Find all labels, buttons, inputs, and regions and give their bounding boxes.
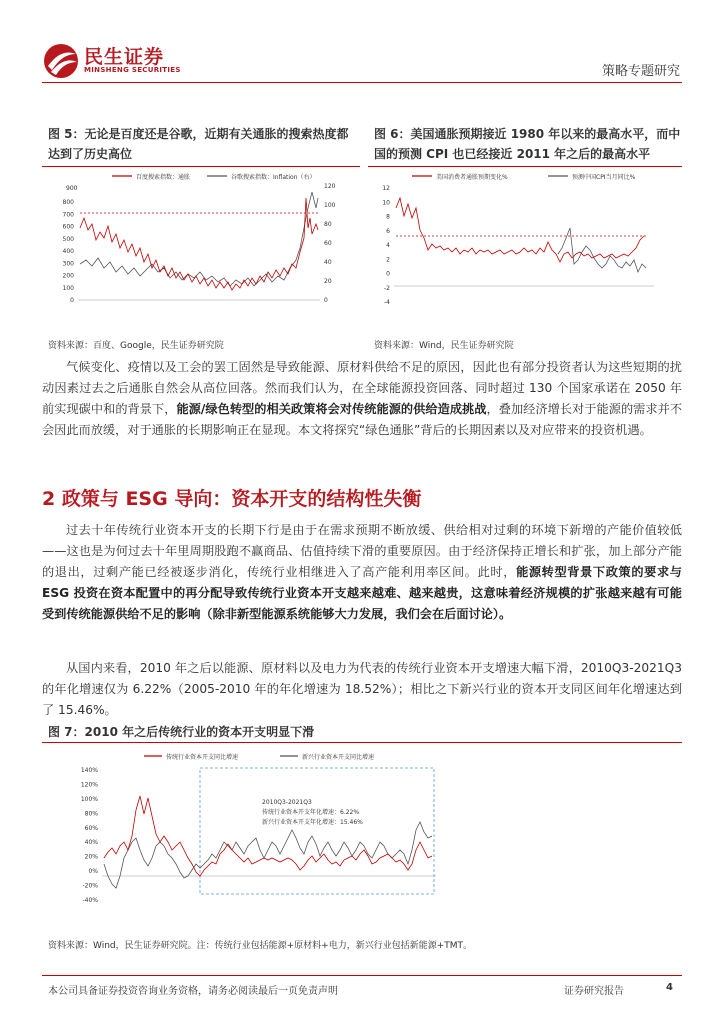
fig7-ytick: 0% xyxy=(88,868,98,876)
fig6-ytick: 10 xyxy=(382,199,390,207)
fig7-ytick: 140% xyxy=(80,767,98,774)
page-number: 4 xyxy=(666,982,673,993)
fig7-ytick: 40% xyxy=(84,839,98,847)
fig7-ytick: -20% xyxy=(82,882,98,890)
fig6-divider xyxy=(368,166,682,167)
fig7-annot-2: 新兴行业资本开支年化增速：15.46% xyxy=(262,819,363,826)
fig5-ytick-left: 200 xyxy=(62,272,74,280)
fig6-ytick: -2 xyxy=(384,284,390,292)
fig6-ytick: 4 xyxy=(386,242,390,249)
fig5-ytick-right: 20 xyxy=(324,278,332,285)
fig7-ytick: 60% xyxy=(84,824,98,832)
fig7-ytick: 20% xyxy=(84,853,98,861)
fig6-ytick: 6 xyxy=(386,227,390,235)
fig6-series-us xyxy=(396,198,644,262)
fig5-source: 资料来源：百度、Google，民生证券研究院 xyxy=(48,341,224,351)
fig7-source: 资料来源：Wind，民生证券研究院。注：传统行业包括能源+原材料+电力，新兴行业包括新能源+TMT。 xyxy=(48,941,473,951)
fig5-series-baidu xyxy=(80,198,318,290)
fig6-legend-0: 美国消费者通胀预期变化% xyxy=(436,174,508,181)
fig7-legend-1: 新兴行业资本开支同比增速 xyxy=(302,754,375,761)
fig6-title: 图 6：美国通胀预期接近 1980 年以来的最高水平，而中国的预测 CPI 也已经接近 2011 年之后的最高水平 xyxy=(374,127,681,161)
fig6-chart xyxy=(368,168,682,336)
report-type: 策略专题研究 xyxy=(601,64,680,79)
fig5-ytick-right: 40 xyxy=(324,259,332,266)
fig7-ytick: 100% xyxy=(80,795,98,803)
fig7-legend-0: 传统行业资本开支同比增速 xyxy=(166,754,239,761)
fig5-ytick-left: 100 xyxy=(62,284,74,292)
fig6-legend-1: 预测中国CPI当月同比% xyxy=(572,174,636,181)
fig5-ytick-left: 300 xyxy=(62,260,74,268)
fig6-ytick: 12 xyxy=(382,185,390,192)
footer-divider xyxy=(42,975,682,976)
fig5-ytick-left: 600 xyxy=(62,223,74,231)
fig5-title: 图 5：无论是百度还是谷歌，近期有关通胀的搜索热度都达到了历史高位 xyxy=(48,127,349,161)
paragraph-3: 从国内来看，2010 年之后以能源、原材料以及电力为代表的传统行业资本开支增速大幅下滑，2010Q3-2021Q3 的年化增速仅为 6.22%（2005-2010 年的年化增速为 18.52%）；相比之下新兴行业的资本开支同区间年化增速达到了 15.46%。 xyxy=(42,661,682,717)
fig7-annot-0: 2010Q3-2021Q3 xyxy=(262,799,312,806)
paragraph-2: 过去十年传统行业资本开支的长期下行是由于在需求预期不断放缓、供给相对过剩的环境下新增的产能价值较低——这也是为何过去十年里周期股跑不赢商品、估值持续下滑的重要原因。由于经济保持正增长和扩张，加上部分产能的退出，过剩产能已经被逐步消化，传统行业相继进入了高产能利用率区间。此时，能源转型背景下政策的要求与 ESG 投资在资本配置中的再分配导致传统行业资本开支越来越难、越来越贵，这意味着经济规模的扩张越来越有可能受到传统能源供给不足的影响（除非新型能源系统能够大力发展，我们会在后面讨论）。 xyxy=(42,523,682,621)
fig7-series-trad xyxy=(104,796,432,876)
fig6-ytick: 0 xyxy=(386,270,390,278)
section-2-title: 2 政策与 ESG 导向：资本开支的结构性失衡 xyxy=(42,488,422,510)
fig6-series-china xyxy=(558,228,646,272)
fig5-ytick-right: 120 xyxy=(324,183,336,190)
fig6-source: 资料来源：Wind，民生证券研究院 xyxy=(374,341,514,351)
fig7-divider xyxy=(42,742,682,743)
fig7-series-new xyxy=(104,822,432,888)
footer-disclaimer: 本公司具备证券投资咨询业务资格，请务必阅读最后一页免责声明 xyxy=(48,986,338,997)
fig7-ytick: 120% xyxy=(80,781,98,789)
fig5-legend-0: 百度搜索指数：通胀 xyxy=(136,174,191,181)
header-divider xyxy=(42,82,682,83)
fig5-ytick-left: 800 xyxy=(62,199,74,207)
logo-name-en: MINSHENG SECURITIES xyxy=(84,66,181,74)
fig7-ytick: -40% xyxy=(82,897,98,904)
paragraph-1: 气候变化、疫情以及工会的罢工固然是导致能源、原材料供给不足的原因，因此也有部分投资者认为这些短期的扰动因素过去之后通胀自然会从高位回落。然而我们认为，在全球能源投资回落、同时超过 130 个国家承诺在 2050 年前实现碳中和的背景下，能源/绿色转型的相关政策将会对传统能源的供给造成挑战，叠加经济增长对于能源的需求并不会因此而放缓，对于通胀的长期影响正在显现。本文将探究“绿色通胀”背后的长期因素以及对应带来的投资机遇。 xyxy=(42,360,683,437)
fig7-title: 图 7：2010 年之后传统行业的资本开支明显下滑 xyxy=(48,725,315,739)
fig5-chart xyxy=(42,168,360,336)
logo xyxy=(42,42,181,82)
fig6-ytick: -4 xyxy=(384,299,390,306)
logo-name-cn: 民生证券 xyxy=(84,46,165,68)
fig5-divider xyxy=(42,166,360,167)
fig6-ytick: 2 xyxy=(386,256,390,264)
fig5-ytick-right: 0 xyxy=(324,297,328,304)
fig7-chart xyxy=(42,746,682,936)
fig5-ytick-left: 0 xyxy=(70,297,74,304)
fig7-highlight-box xyxy=(200,768,434,894)
fig5-ytick-left: 500 xyxy=(62,235,74,243)
fig6-ytick: 8 xyxy=(386,213,390,221)
fig5-ytick-left: 700 xyxy=(62,211,74,219)
fig7-annot-1: 传统行业资本开支年化增速：6.22% xyxy=(262,809,360,816)
logo-mark-icon xyxy=(42,42,80,80)
fig5-ytick-right: 100 xyxy=(324,202,336,209)
fig5-ytick: 900 xyxy=(66,185,78,192)
fig7-ytick: 80% xyxy=(84,810,98,818)
fig5-ytick-right: 80 xyxy=(324,221,332,228)
footer-label: 证券研究报告 xyxy=(564,986,624,997)
fig5-ytick-right: 60 xyxy=(324,240,332,247)
fig5-ytick-left: 400 xyxy=(62,248,74,256)
fig5-legend-1: 谷歌搜索指数：Inflation（右） xyxy=(231,174,316,181)
